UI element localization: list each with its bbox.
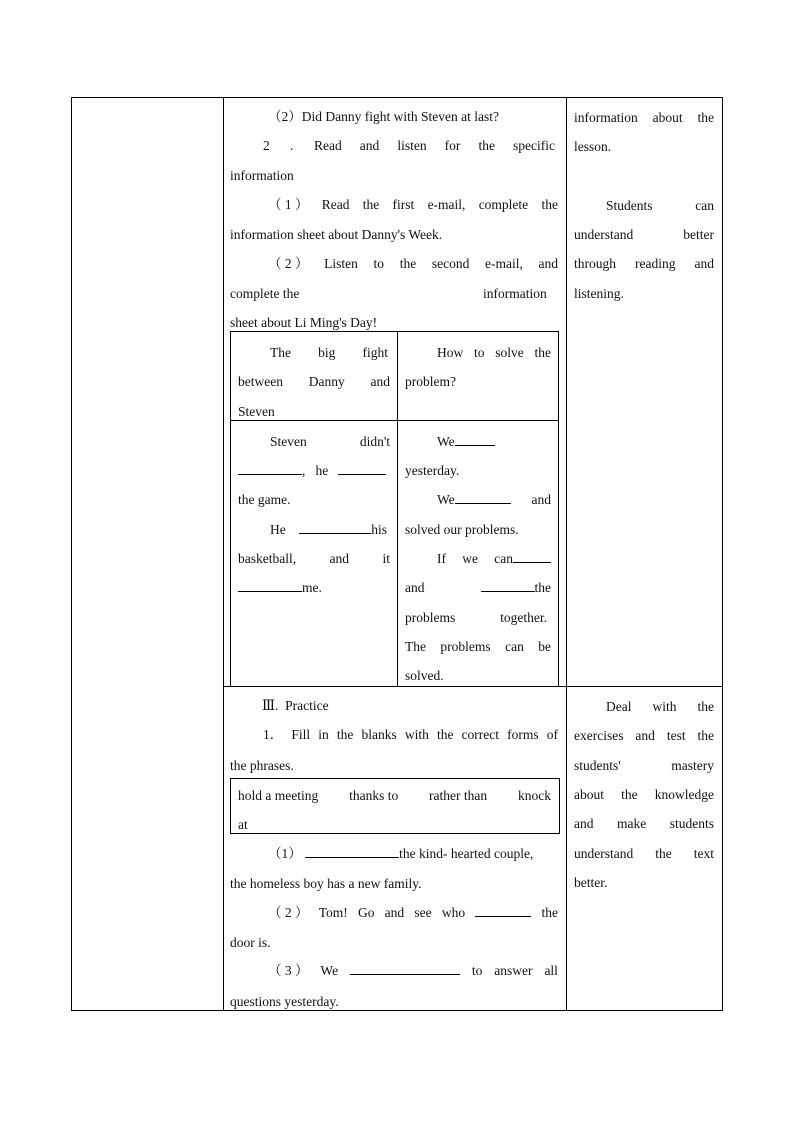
outer-border-left xyxy=(71,97,72,1011)
solve-body-line-3: We and xyxy=(437,492,551,507)
blank[interactable] xyxy=(238,579,302,592)
purpose-top-line-1: information about the xyxy=(574,110,714,125)
column-divider-1 xyxy=(223,97,224,1011)
practice-item-1-line-2: the phrases. xyxy=(230,758,294,773)
fight-body-line-6: me. xyxy=(238,579,322,597)
row-divider xyxy=(223,686,723,687)
blank[interactable] xyxy=(305,845,399,858)
header-solve-line-2: problem? xyxy=(405,374,456,389)
solve-body-line-8: The problems can be xyxy=(405,639,551,654)
question-2-line-2: door is. xyxy=(230,935,271,950)
blank[interactable] xyxy=(455,491,511,504)
task-2-dot: . xyxy=(290,138,294,153)
task-2-number: 2 xyxy=(263,138,270,153)
fight-body-line-4: He his xyxy=(270,522,388,537)
outer-border-right xyxy=(722,97,723,1011)
question-3-line-2: questions yesterday. xyxy=(230,994,339,1009)
purpose-bottom-line-1: Deal with the xyxy=(606,699,714,714)
purpose-bottom-line-6: understand the text xyxy=(574,846,714,861)
blank[interactable] xyxy=(350,962,460,975)
header-fight-line-3: Steven xyxy=(238,404,275,419)
header-solve-line-1: How to solve the xyxy=(437,345,551,360)
purpose-bottom-line-7: better. xyxy=(574,875,608,890)
task-2-2-line-2a: complete the xyxy=(230,286,300,301)
purpose-bottom-line-5: and make students xyxy=(574,816,714,831)
solve-body-line-7: problems together. xyxy=(405,610,547,625)
task-2-2-line-1: （ 2 ） Listen to the second e-mail, and xyxy=(268,256,558,271)
solve-body-line-5: If we can xyxy=(437,550,551,568)
fight-body-line-5: basketball, and it xyxy=(238,551,390,566)
task-2-2-line-3: sheet about Li Ming's Day! xyxy=(230,315,378,330)
purpose-top-line-3: Students can xyxy=(606,198,714,213)
blank[interactable] xyxy=(513,550,551,563)
phrase-box-line-2: at xyxy=(238,817,248,832)
solve-body-line-6: and the xyxy=(405,580,551,595)
inner-table-mid xyxy=(230,420,559,421)
purpose-top-line-6: listening. xyxy=(574,286,624,301)
blank[interactable] xyxy=(455,433,495,446)
question-2-line-1: （ 2 ） Tom! Go and see who the xyxy=(268,905,558,920)
fight-body-line-2: , he xyxy=(238,462,386,480)
task-2-line-2: information xyxy=(230,168,294,183)
solve-body-line-1: We xyxy=(437,433,495,451)
blank[interactable] xyxy=(299,521,371,534)
inner-table-right xyxy=(558,331,559,686)
purpose-bottom-line-3: students' mastery xyxy=(574,758,714,773)
blank[interactable] xyxy=(481,579,535,592)
fight-body-line-1: Steven didn't xyxy=(270,434,390,449)
question-1-line-2: the homeless boy has a new family. xyxy=(230,876,422,891)
practice-heading: Ⅲ. Practice xyxy=(262,698,329,713)
inner-table-top xyxy=(230,331,559,332)
phrase-box-line-1: hold a meeting thanks to rather than knock xyxy=(238,788,551,803)
outer-border-bottom xyxy=(71,1010,723,1011)
task-2-1-line-1: （ 1 ） Read the first e-mail, complete the xyxy=(268,197,558,212)
column-divider-2 xyxy=(566,97,567,1011)
task-2-line-1: Read and listen for the specific xyxy=(314,138,555,153)
task-2-1-line-2: information sheet about Danny's Week. xyxy=(230,227,443,242)
purpose-top-line-4: understand better xyxy=(574,227,714,242)
inner-table-divider xyxy=(397,331,398,686)
fight-body-line-3: the game. xyxy=(238,492,291,507)
blank[interactable] xyxy=(238,462,302,475)
question-3-line-1: （ 3 ） We to answer all xyxy=(268,963,558,978)
task-2-2-line-2b: information xyxy=(483,286,547,301)
purpose-top-line-2: lesson. xyxy=(574,139,612,154)
blank[interactable] xyxy=(338,462,386,475)
purpose-bottom-line-4: about the knowledge xyxy=(574,787,714,802)
blank[interactable] xyxy=(475,904,531,917)
header-fight-line-1: The big fight xyxy=(270,345,388,360)
solve-body-line-9: solved. xyxy=(405,668,444,683)
practice-item-1-line-1: 1． Fill in the blanks with the correct forms of xyxy=(263,727,558,742)
purpose-top-line-5: through reading and xyxy=(574,256,714,271)
question-2: （2）Did Danny fight with Steven at last? xyxy=(268,109,499,124)
inner-table-left xyxy=(230,331,231,686)
header-fight-line-2: between Danny and xyxy=(238,374,390,389)
question-1-line-1: （1） the kind- hearted couple, xyxy=(268,846,534,861)
purpose-bottom-line-2: exercises and test the xyxy=(574,728,714,743)
outer-border-top xyxy=(71,97,723,98)
solve-body-line-2: yesterday. xyxy=(405,463,460,478)
solve-body-line-4: solved our problems. xyxy=(405,522,519,537)
